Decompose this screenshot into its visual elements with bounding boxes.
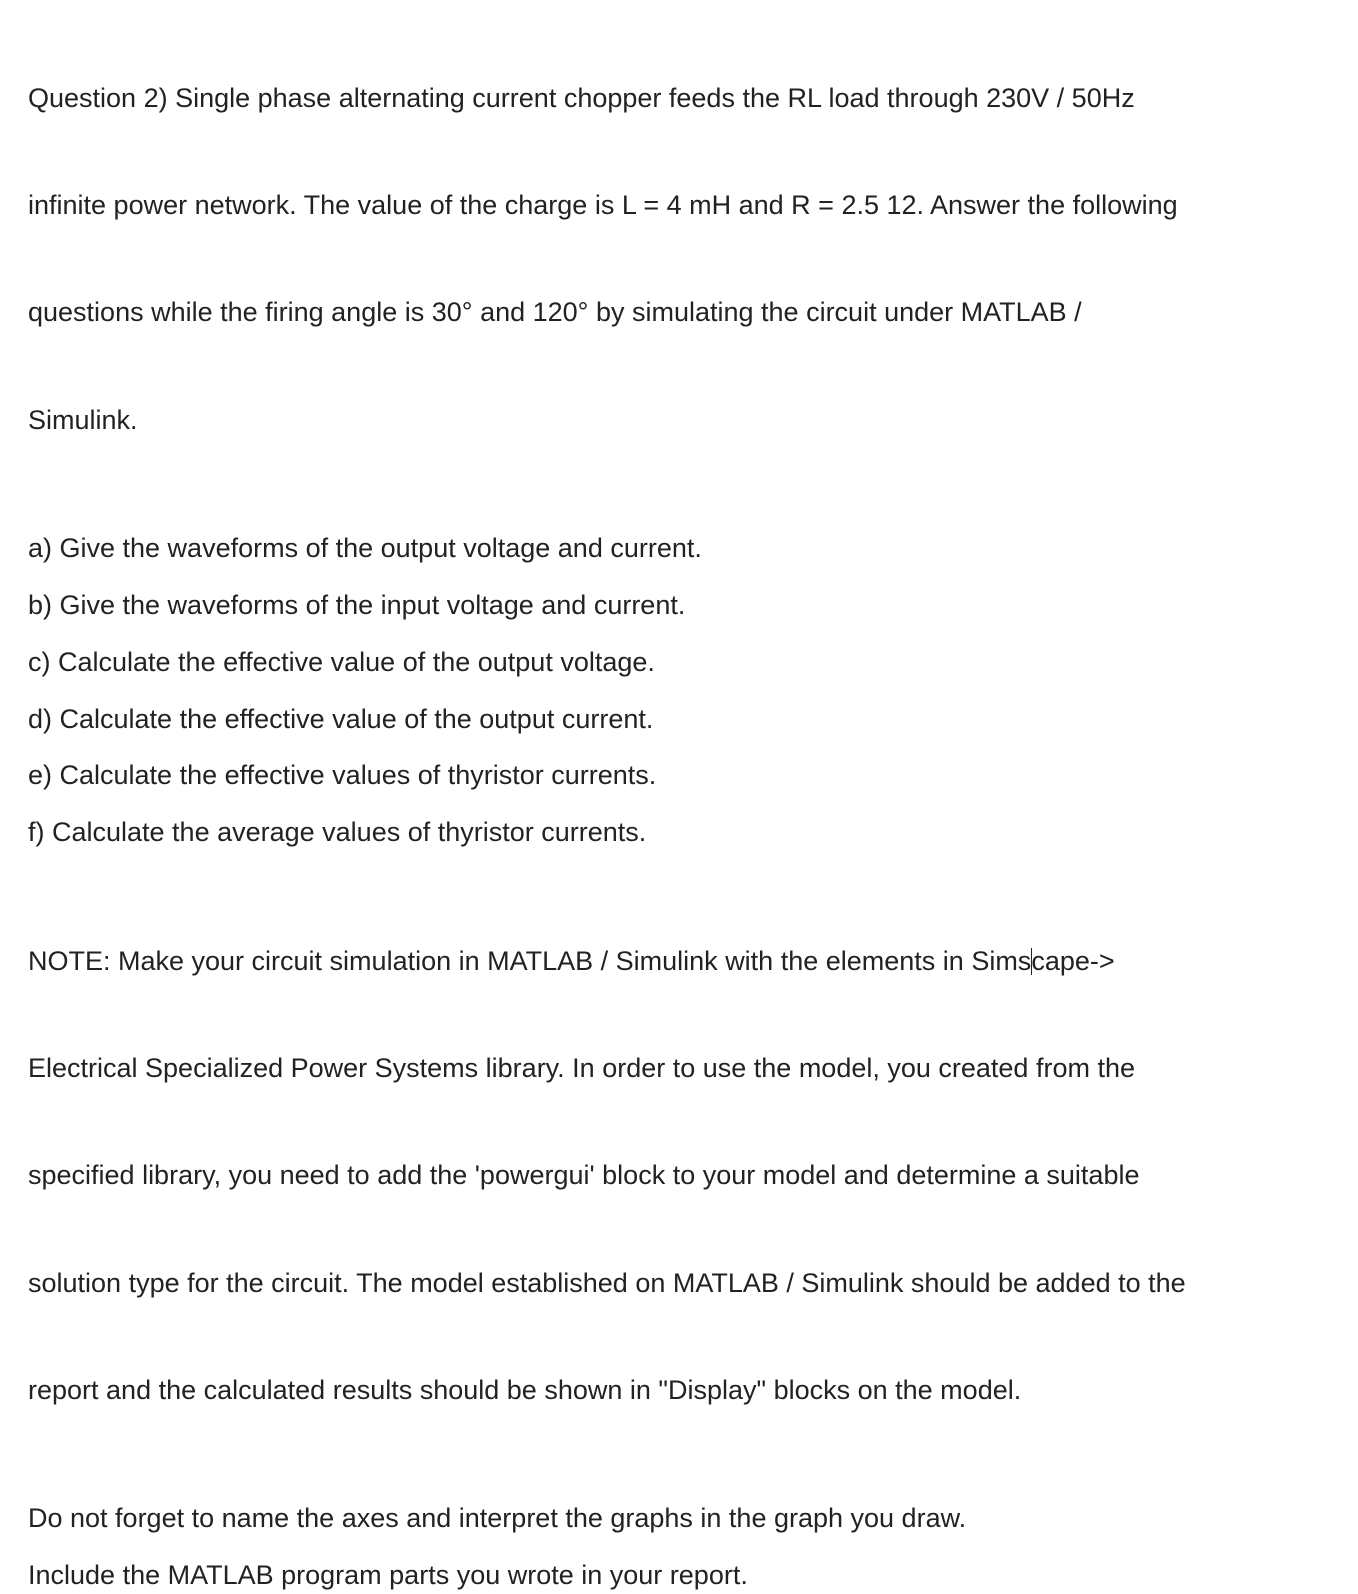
- note-line: report and the calculated results should be shown in "Display" blocks on the model.: [28, 1375, 1022, 1406]
- program-note: Include the MATLAB program parts you wrote in your report.: [28, 1560, 748, 1591]
- item-a: a) Give the waveforms of the output voltage and current.: [28, 533, 702, 564]
- note-text-after-caret: cape->: [1031, 945, 1115, 976]
- item-f: f) Calculate the average values of thyristor currents.: [28, 817, 647, 848]
- item-c: c) Calculate the effective value of the output voltage.: [28, 646, 655, 677]
- item-d: d) Calculate the effective value of the output current.: [28, 703, 654, 734]
- note-text-before-caret: NOTE: Make your circuit simulation in MATLAB / Simulink with the elements in Sims: [28, 945, 1032, 976]
- item-b: b) Give the waveforms of the input voltage and current.: [28, 589, 686, 620]
- question-paragraph: [28, 9, 1328, 510]
- note-paragraph: [28, 872, 1328, 1481]
- axes-note: Do not forget to name the axes and interpret the graphs in the graph you draw.: [28, 1503, 967, 1534]
- note-line: Electrical Specialized Power Systems library. In order to use the model, you created from the: [28, 1052, 1135, 1083]
- question-line: questions while the firing angle is 30° and 120° by simulating the circuit under MATLAB /: [28, 297, 1082, 328]
- question-line: Question 2) Single phase alternating current chopper feeds the RL load through 230V / 50Hz: [28, 82, 1135, 113]
- note-line: specified library, you need to add the 'powergui' block to your model and determine a suitable: [28, 1160, 1140, 1191]
- question-line: Simulink.: [28, 404, 138, 435]
- document-body[interactable]: [28, 9, 1328, 1594]
- note-line: solution type for the circuit. The model established on MATLAB / Simulink should be added to the: [28, 1267, 1186, 1298]
- question-line: infinite power network. The value of the charge is L = 4 mH and R = 2.5 12. Answer the following: [28, 189, 1178, 220]
- item-e: e) Calculate the effective values of thyristor currents.: [28, 760, 657, 791]
- note-line: [28, 944, 1328, 980]
